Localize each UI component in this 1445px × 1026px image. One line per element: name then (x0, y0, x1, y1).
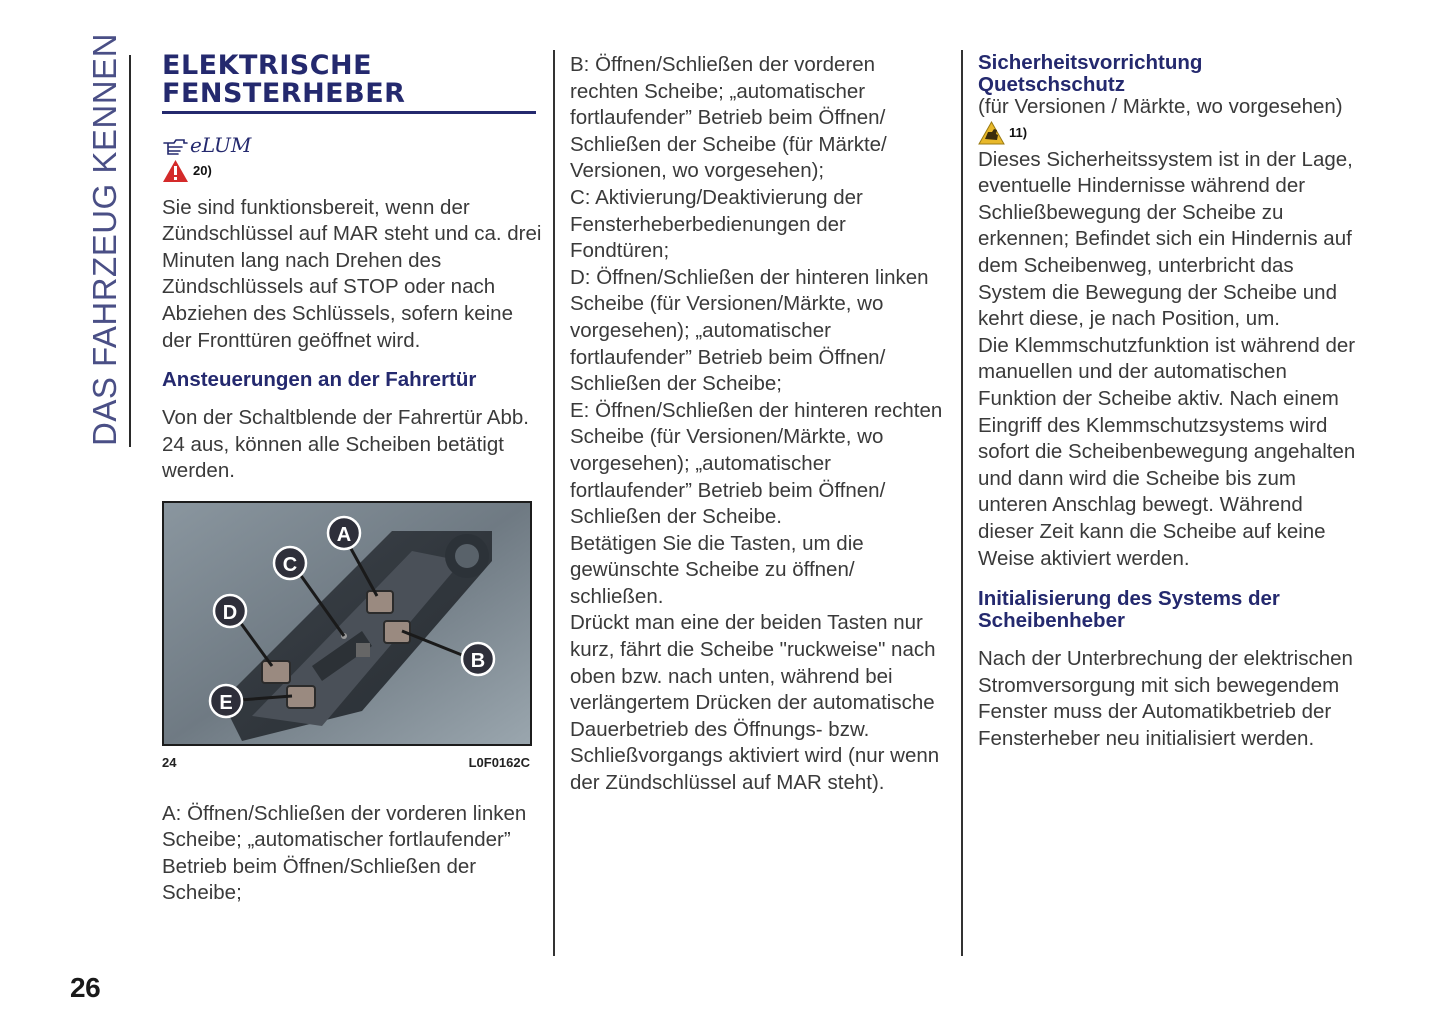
safety-heading-line-1: Sicherheitsvorrichtung (978, 51, 1203, 74)
intro-paragraph: Sie sind funktionsbereit, wenn der Zündschlüssel auf MAR steht und ca. drei Minuten lang nach Drehen des Zündschlüssels auf STOP oder nach Abziehen des Schlüssels, sofern keine der Fronttüren geöffnet wird. (162, 195, 542, 352)
item-a-paragraph: A: Öffnen/Schließen der vorderen linken Scheibe; „automatischer fortlaufender” Betrieb beim Öffnen/Schließen der Scheibe; (162, 801, 527, 905)
column-divider-2 (961, 50, 963, 956)
driver-controls-heading: Ansteuerungen an der Fahrertür (162, 368, 477, 392)
title-underline (162, 111, 536, 114)
item-e-paragraph: E: Öffnen/Schließen der hinteren rechten Scheibe (für Versionen/Märkte, wo vorgesehen); „automatischer fortlaufender” Betrieb beim Öffnen/ Schließen der Scheibe. (570, 398, 943, 529)
clamp-paragraph: Die Klemmschutzfunktion ist während der manuellen und der automatischen Funktion der Scheibe aktiv. Nach einem Eingriff des Klemmschutzsystems wird sofort die Scheibenbewegung angehalten und dann wird die Scheibe bis zum unteren Anschlag bewegt. Während dieser Zeit kann die Scheibe auf keine Weise aktiviert werden. (978, 333, 1356, 570)
column-2 (570, 52, 945, 797)
warning-note-2 (978, 120, 1363, 147)
column-3 (978, 52, 1363, 752)
warning-ref-1: 20) (193, 163, 212, 178)
callout-d: D (222, 601, 238, 624)
page-number: 26 (70, 972, 101, 1003)
callout-c: C (282, 553, 298, 576)
title-line-2: FENSTERHEBER (162, 78, 406, 109)
item-c-paragraph: C: Aktivierung/Deaktivierung der Fensterheberbedienungen der Fondtüren; (570, 185, 863, 263)
column-1 (162, 52, 542, 907)
pointing-hand-icon (162, 134, 188, 156)
figure-number: 24 (162, 754, 177, 770)
press-paragraph: Drückt man eine der beiden Tasten nur kurz, fährt die Scheibe "ruckweise" nach oben bzw. nach unten, während bei verlängertem Drücken der automatische Dauerbetrieb des Öffnungs- bzw. Schließvorgangs aktiviert wird (nur wenn der Zündschlüssel auf MAR steht). (570, 611, 940, 795)
safety-paragraph: Dieses Sicherheitssystem ist in der Lage, eventuelle Hindernisse während der Schließbewegung der Scheibe zu erkennen; Befindet sich ein Hindernis auf dem Scheibenweg, unterbricht das System die Bewegung der Scheibe und kehrt diese, je nach Position, um. (978, 147, 1353, 331)
caution-hand-icon (978, 121, 1005, 145)
operate-paragraph: Betätigen Sie die Tasten, um die gewünschte Scheibe zu öffnen/ schließen. (570, 531, 864, 608)
column-divider-1 (553, 50, 555, 956)
figure-24 (162, 501, 532, 777)
warning-ref-2: 11) (1009, 125, 1028, 140)
figure-caption (162, 750, 530, 777)
safety-heading (978, 52, 1363, 96)
elum-label: eLUM (190, 133, 252, 157)
init-paragraph: Nach der Unterbrechung der elektrischen Stromversorgung mit sich bewegendem Fenster muss der Automatikbetrieb der Fensterheber neu initialisiert werden. (978, 647, 1353, 750)
warning-note-1 (162, 158, 542, 185)
item-d-paragraph: D: Öffnen/Schließen der hinteren linken Scheibe (für Versionen/Märkte, wo vorgesehen); „automatischer fortlaufender” Betrieb beim Öffnen/ Schließen der Scheibe; (570, 265, 929, 396)
item-b-paragraph: B: Öffnen/Schließen der vorderen rechten Scheibe; „automatischer fortlaufender” Betrieb beim Öffnen/ Schließen der Scheibe (für Märkte/ Versionen, wo vorgesehen); (570, 53, 887, 183)
driver-controls-paragraph: Von der Schaltblende der Fahrertür Abb. 24 aus, können alle Scheiben betätigt werden. (162, 406, 529, 483)
figure-code: L0F0162C (468, 754, 530, 770)
safety-heading-line-2: Quetschschutz (978, 73, 1125, 96)
elum-marker (162, 128, 542, 156)
title-line-1: ELEKTRISCHE (162, 50, 373, 81)
page-title (162, 52, 542, 108)
safety-version-note: (für Versionen / Märkte, wo vorgesehen) (978, 95, 1343, 118)
callout-a: A (336, 523, 352, 546)
side-divider (129, 55, 131, 447)
warning-triangle-icon (162, 159, 189, 183)
init-heading: Initialisierung des Systems der Scheibenheber (978, 587, 1280, 633)
callout-e: E (219, 691, 233, 714)
section-side-title: DAS FAHRZEUG KENNEN (86, 33, 123, 446)
callout-b: B (470, 649, 486, 672)
